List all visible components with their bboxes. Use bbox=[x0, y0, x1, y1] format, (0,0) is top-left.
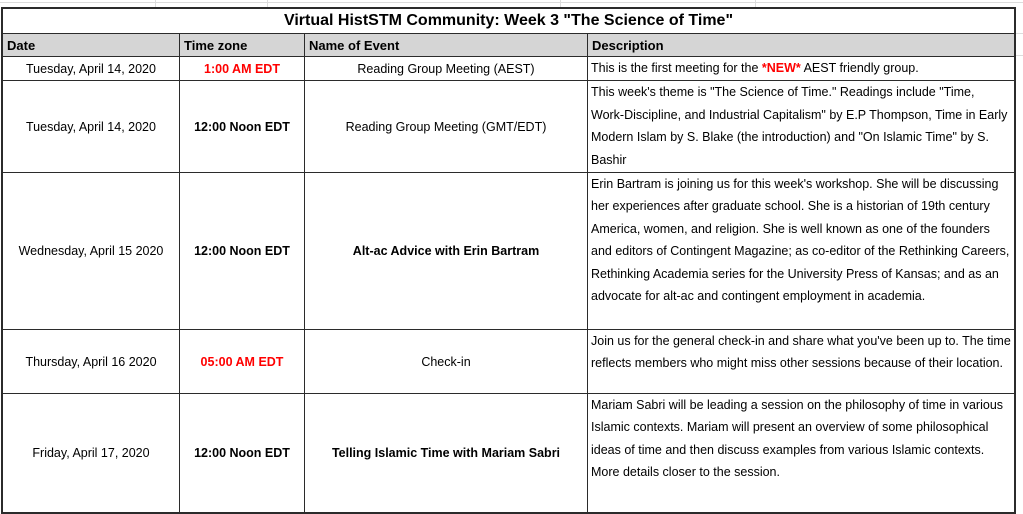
schedule-table bbox=[1, 7, 1016, 514]
sheet-gridline bbox=[1016, 55, 1023, 56]
timezone-cell: 12:00 Noon EDT bbox=[179, 81, 304, 172]
sheet-gridline bbox=[560, 0, 561, 7]
event-cell: Reading Group Meeting (GMT/EDT) bbox=[304, 81, 587, 172]
date-cell: Thursday, April 16 2020 bbox=[25, 354, 157, 369]
sheet-gridline bbox=[1016, 33, 1023, 34]
sheet-gridline bbox=[0, 2, 1023, 3]
description-highlight: *NEW* bbox=[761, 61, 801, 75]
date-cell: Tuesday, April 14, 2020 bbox=[26, 61, 156, 76]
table-row bbox=[3, 172, 1014, 329]
table-header-row bbox=[3, 33, 1014, 56]
table-row bbox=[3, 329, 1014, 393]
description-cell: Join us for the general check-in and share what you've been up to. The time reflects members who might miss other sessions because of their location. bbox=[587, 330, 1014, 393]
description-cell: Erin Bartram is joining us for this week's workshop. She will be discussing her experiences after graduate school. She is a historian of 19th century America, women, and religion. She is well known as one of the founders and editors of Contingent Magazine; as co-editor of the Rethinking Careers, Rethinking Academia series for the University Press of Kansas; and as an advocate for alt-ac and contingent employment in academia. bbox=[587, 173, 1014, 329]
timezone-cell: 05:00 AM EDT bbox=[179, 330, 304, 393]
event-cell: Telling Islamic Time with Mariam Sabri bbox=[304, 394, 587, 512]
date-cell: Wednesday, April 15 2020 bbox=[18, 244, 164, 259]
timezone-cell: 1:00 AM EDT bbox=[179, 57, 304, 80]
column-header-timezone: Time zone bbox=[179, 34, 304, 56]
description-cell bbox=[587, 57, 1014, 80]
column-header-description: Description bbox=[587, 34, 1014, 56]
column-header-date: Date bbox=[7, 37, 36, 53]
table-row bbox=[3, 393, 1014, 512]
table-title: Virtual HistSTM Community: Week 3 "The Science of Time" bbox=[283, 12, 734, 29]
timezone-cell: 12:00 Noon EDT bbox=[179, 173, 304, 329]
event-cell: Alt-ac Advice with Erin Bartram bbox=[304, 173, 587, 329]
event-cell: Reading Group Meeting (AEST) bbox=[304, 57, 587, 80]
sheet-gridline bbox=[755, 0, 756, 7]
event-cell: Check-in bbox=[304, 330, 587, 393]
date-cell: Tuesday, April 14, 2020 bbox=[26, 119, 156, 134]
table-row bbox=[3, 56, 1014, 80]
description-text: This is the first meeting for the bbox=[591, 61, 762, 75]
description-cell: This week's theme is "The Science of Time." Readings include "Time, Work-Discipline, and Industrial Capitalism" by E.P Thompson, Time in Early Modern Islam by S. Blake (the introduction) and "On Islamic Time" by S. Bashir bbox=[587, 81, 1014, 172]
description-cell: Mariam Sabri will be leading a session on the philosophy of time in various Islamic contexts. Mariam will present an overview of some philosophical ideas of time and then discuss examples from various Islamic contexts. More details closer to the session. bbox=[587, 394, 1014, 512]
sheet-gridline bbox=[267, 0, 268, 7]
description-text: AEST friendly group. bbox=[800, 61, 919, 75]
timezone-cell: 12:00 Noon EDT bbox=[179, 394, 304, 512]
column-header-event: Name of Event bbox=[304, 34, 587, 56]
sheet-gridline bbox=[155, 0, 156, 7]
table-row bbox=[3, 80, 1014, 172]
date-cell: Friday, April 17, 2020 bbox=[32, 446, 150, 461]
